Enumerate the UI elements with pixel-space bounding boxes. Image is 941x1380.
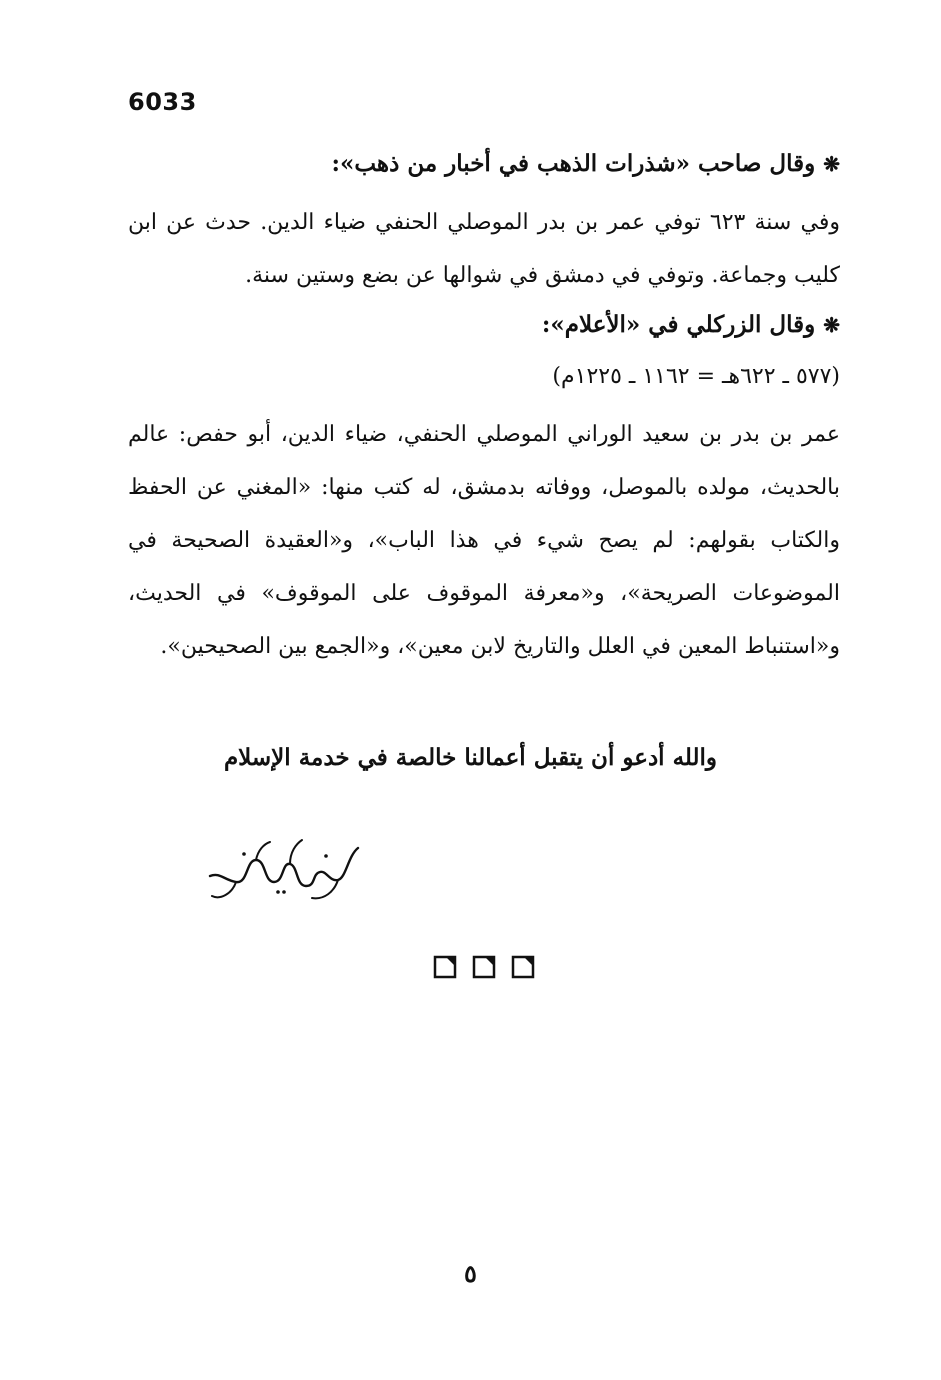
square-ornament-icon [513, 957, 533, 977]
star-marker-icon: ❋ [823, 152, 840, 176]
square-ornament-icon [435, 957, 455, 977]
section-end-ornament [432, 954, 536, 980]
handwritten-signature [198, 826, 368, 906]
page-number: ٥ [464, 1259, 477, 1288]
section-heading-alam [542, 311, 840, 338]
square-ornament-icon [474, 957, 494, 977]
dates-line: (٥٧٧ ـ ٦٢٢هـ = ١١٦٢ ـ ١٢٢٥م) [552, 364, 840, 389]
section-heading-shadharat [331, 150, 840, 177]
section-heading-text: وقال صاحب «شذرات الذهب في أخبار من ذهب»: [331, 150, 816, 177]
section-heading-text: وقال الزركلي في «الأعلام»: [541, 311, 816, 338]
star-marker-icon: ❋ [823, 313, 840, 337]
paragraph-shadharat: وفي سنة ٦٢٣ توفي عمر بن بدر الموصلي الحنفي ضياء الدين. حدث عن ابن كليب وجماعة. وتوفي في دمشق في شوالها عن بضع وستين سنة. [128, 210, 840, 288]
closing-prayer: والله أدعو أن يتقبل أعمالنا خالصة في خدمة الإسلام [223, 744, 718, 771]
page-id: 6033 [128, 88, 197, 116]
paragraph-alam: عمر بن بدر بن سعيد الوراني الموصلي الحنفي، ضياء الدين، أبو حفص: عالم بالحديث، مولده بالموصل، ووفاته بدمشق، له كتب منها: «المغني عن الحفظ والكتاب بقولهم: لم يصح شيء في هذا الباب»، و«العقيدة الصحيحة في الموضوعات الصريحة»، و«معرفة الموقوف على الموقوف» في الحديث، و«استنباط المعين في العلل والتاريخ لابن معين»، و«الجمع بين الصحيحين». [128, 422, 840, 659]
